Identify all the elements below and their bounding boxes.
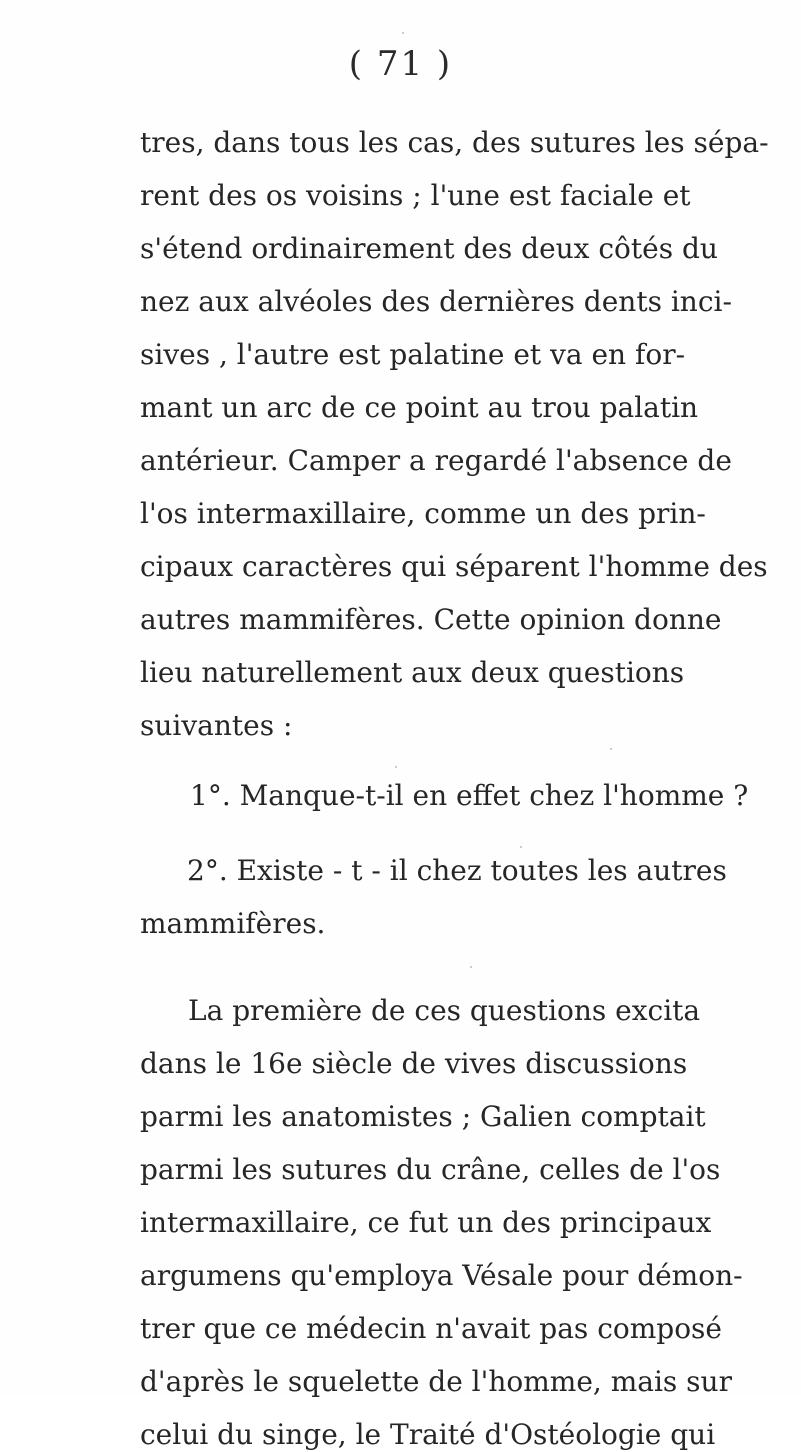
text-line: parmi les anatomistes ; Galien comptait (140, 1100, 706, 1133)
question-one: 1°. Manque-t-il en effet chez l'homme ? (190, 779, 749, 812)
text-line: mammifères. (140, 907, 326, 940)
text-line: cipaux caractères qui séparent l'homme des (140, 550, 768, 583)
text-line: tres, dans tous les cas, des sutures les sépa- (140, 126, 769, 159)
print-speck (470, 966, 472, 968)
text-line: l'os intermaxillaire, comme un des prin- (140, 497, 706, 530)
text-line: rent des os voisins ; l'une est faciale et (140, 179, 691, 212)
text-line: argumens qu'employa Vésale pour démon- (140, 1259, 743, 1292)
text-line: intermaxillaire, ce fut un des principaux (140, 1206, 712, 1239)
text-line: celui du singe, le Traité d'Ostéologie qui (140, 1418, 716, 1451)
page-number: ( 71 ) (348, 44, 453, 84)
text-line: s'étend ordinairement des deux côtés du (140, 232, 718, 265)
question-two: 2°. Existe - t - il chez toutes les autres (187, 854, 727, 887)
text-line: La première de ces questions excita (188, 994, 701, 1027)
text-line: autres mammifères. Cette opinion donne (140, 603, 722, 636)
print-speck (610, 748, 612, 750)
text-line: dans le 16e siècle de vives discussions (140, 1047, 688, 1080)
text-line: suivantes : (140, 709, 293, 742)
text-line: d'après le squelette de l'homme, mais sur (140, 1365, 732, 1398)
text-line: trer que ce médecin n'avait pas composé (140, 1312, 722, 1345)
print-speck (402, 32, 404, 34)
print-speck (520, 846, 522, 848)
text-line: sives , l'autre est palatine et va en for- (140, 338, 686, 371)
text-line: lieu naturellement aux deux questions (140, 656, 685, 689)
print-speck (395, 766, 397, 768)
text-line: antérieur. Camper a regardé l'absence de (140, 444, 732, 477)
text-line: parmi les sutures du crâne, celles de l'os (140, 1153, 721, 1186)
text-line: nez aux alvéoles des dernières dents inci- (140, 285, 732, 318)
text-line: mant un arc de ce point au trou palatin (140, 391, 699, 424)
